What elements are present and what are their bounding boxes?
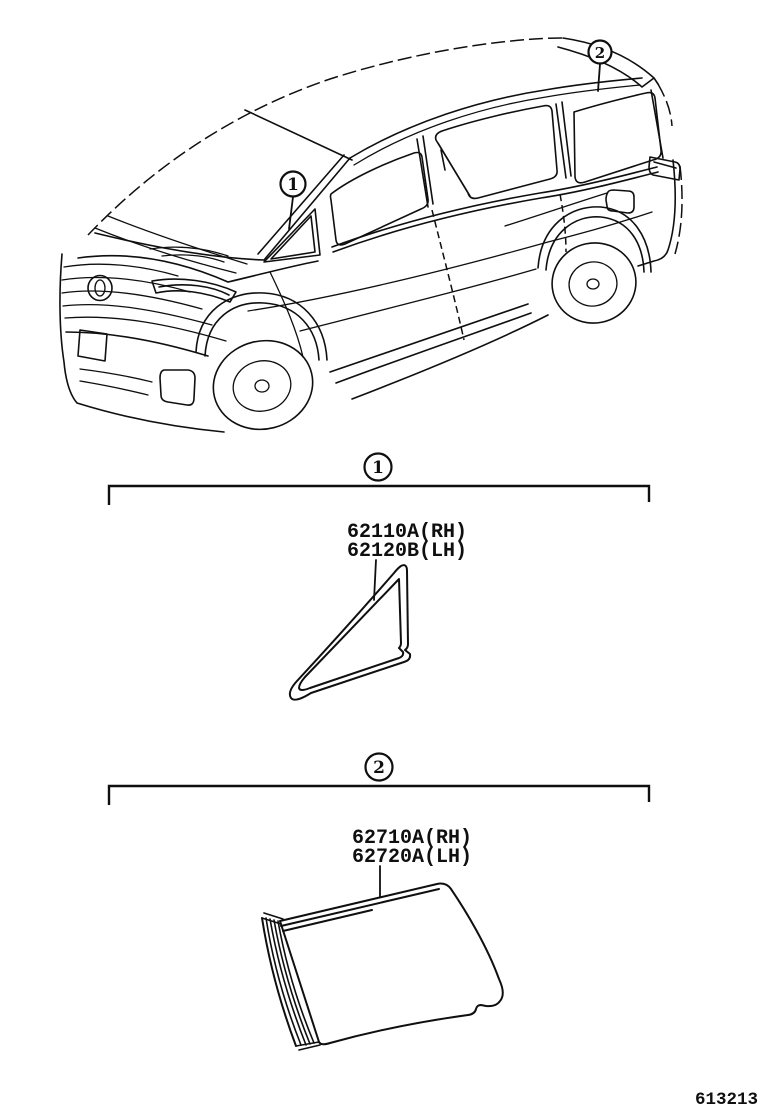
d-pillar (651, 90, 663, 158)
section-2-callout-label: 2 (373, 758, 385, 778)
sliding-door-rear-seam (560, 194, 566, 252)
part-2-rear-quarter-window-glass (262, 884, 503, 1050)
fuel-door (606, 190, 634, 213)
roof-far-edge-line (88, 38, 563, 235)
vehicle-callout-1-leader (289, 197, 293, 229)
vehicle-callout-2-label: 2 (594, 44, 606, 62)
front-wheel-hub (255, 380, 269, 392)
part-1-quarter-window-glass (290, 565, 410, 699)
part-2-molding-stripes (266, 918, 314, 1045)
section-2-bracket (109, 786, 649, 805)
vehicle-callout-2-leader (598, 64, 600, 91)
sliding-door-front-seam (432, 210, 464, 340)
front-tire (204, 330, 322, 440)
part-2-top-edge-lines (281, 889, 439, 931)
a-pillar (258, 155, 350, 260)
part-number-62110A: 62110A(RH) (347, 521, 468, 544)
toyota-emblem-inner-icon (95, 280, 105, 296)
fog-lamp (160, 370, 195, 405)
page-number: 613213 (695, 1090, 759, 1110)
rocker-lines (330, 304, 548, 399)
section-1-bracket (109, 486, 649, 505)
lower-intake-lines (80, 369, 152, 395)
rear-wheel-rim (565, 257, 621, 310)
section-1-callout-label: 1 (372, 458, 384, 478)
vehicle-callout-1-label: 1 (287, 175, 299, 195)
headlight (152, 279, 236, 302)
windshield-top-joint (245, 110, 352, 160)
roof-drip-rail-line (354, 85, 640, 165)
c-pillar (556, 102, 571, 178)
front-quarter-window (264, 209, 320, 262)
rear-tire (545, 235, 644, 331)
front-wheel-arch (196, 293, 327, 360)
rear-body-hidden-edge (658, 84, 682, 254)
part-2-glass-outline (280, 884, 503, 1045)
b-pillar (417, 136, 433, 207)
front-wheel-rim (228, 355, 296, 418)
section-1 (109, 454, 649, 700)
section-2 (109, 754, 649, 1051)
vehicle-callout-1 (281, 172, 306, 230)
vehicle-drawing (60, 38, 682, 440)
part-number-62720A: 62720A(LH) (352, 846, 473, 869)
part-number-62120B: 62120B(LH) (347, 540, 468, 563)
part-1-inner-edge (299, 579, 403, 690)
toyota-emblem-icon (88, 276, 112, 301)
rear-wheel-hub (587, 279, 599, 289)
part-number-62710A: 62710A(RH) (352, 827, 473, 850)
